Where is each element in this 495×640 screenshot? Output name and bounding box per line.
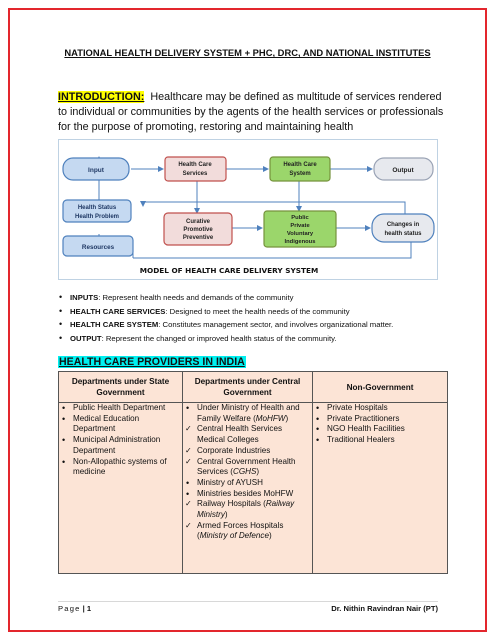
io-definitions-list: [58, 291, 458, 345]
introduction-paragraph: [58, 90, 448, 135]
svg-text:Services: Services: [182, 171, 208, 177]
svg-text:Output: Output: [392, 167, 414, 174]
state-government-cell: [59, 403, 183, 574]
diagram-connectors: [99, 157, 411, 258]
health-care-model-diagram: [58, 139, 438, 280]
node-input: [63, 158, 129, 180]
page-separator: |: [82, 604, 85, 613]
list-item: • OUTPUT: Represent the changed or improved health status of the community.: [58, 332, 458, 346]
svg-text:System: System: [289, 171, 311, 177]
svg-text:Voluntary: Voluntary: [286, 231, 314, 237]
svg-text:Health Care: Health Care: [283, 162, 317, 168]
list-item: • HEALTH CARE SYSTEM: Constitutes management sector, and involves organizational matter.: [58, 318, 458, 332]
introduction-text: Healthcare may be defined as multitude of services rendered to individual or communities by the agents of the health services or professionals for the purpose of promoting, restoring and maintaining health: [58, 91, 444, 133]
header-non-government: Non-Government: [313, 372, 448, 403]
node-public-private-voluntary: [264, 211, 336, 247]
central-government-cell: [183, 403, 313, 574]
page-footer: [58, 601, 438, 613]
svg-text:Public: Public: [291, 215, 309, 221]
list-item: ✓ Corporate Industries: [183, 446, 312, 457]
svg-text:Curative: Curative: [185, 219, 211, 225]
svg-text:Health Problem: Health Problem: [74, 214, 120, 220]
node-health-care-services: [165, 157, 226, 181]
non-government-cell: [313, 403, 448, 574]
svg-text:Indigenous: Indigenous: [284, 239, 316, 245]
introduction-label: INTRODUCTION:: [58, 91, 145, 103]
page-label: Page: [58, 604, 81, 613]
list-item: • Private Hospitals: [313, 403, 447, 414]
node-health-status: [63, 200, 131, 222]
svg-text:Promotive: Promotive: [183, 227, 213, 233]
list-item: ✓ Central Health Services Medical Colleges: [183, 424, 312, 445]
list-item: • Non-Allopathic systems of medicine: [59, 457, 182, 478]
node-curative-promotive-preventive: [164, 213, 232, 245]
list-item: • Private Practitioners: [313, 414, 447, 425]
svg-text:Changes in: Changes in: [386, 222, 420, 228]
svg-text:Private: Private: [290, 223, 310, 229]
providers-table: [58, 371, 448, 574]
page-title: NATIONAL HEALTH DELIVERY SYSTEM + PHC, DRC, AND NATIONAL INSTITUTES: [64, 47, 431, 58]
node-output: [374, 158, 433, 180]
list-item: • INPUTS: Represent health needs and demands of the community: [58, 291, 458, 305]
header-central-government: Departments under Central Government: [183, 372, 313, 403]
list-item: • Traditional Healers: [313, 435, 447, 446]
page-number: 1: [86, 604, 92, 613]
list-item: ✓ Central Government Health Services (CGHS): [183, 457, 312, 478]
list-item: ✓ Railway Hospitals (Railway Ministry): [183, 499, 312, 520]
list-item: • Medical Education Department: [59, 414, 182, 435]
node-health-care-system: [270, 157, 330, 181]
list-item: • NGO Health Facilities: [313, 424, 447, 435]
node-changes-in-health-status: [372, 214, 434, 242]
list-item: • Ministries besides MoHFW: [183, 489, 312, 500]
svg-text:health status: health status: [384, 231, 422, 237]
list-item: • Municipal Administration Department: [59, 435, 182, 456]
list-item: • Ministry of AYUSH: [183, 478, 312, 489]
node-resources: [63, 236, 133, 256]
svg-text:Health Status: Health Status: [77, 205, 117, 211]
list-item: ✓ Armed Forces Hospitals (Ministry of Defence): [183, 521, 312, 542]
svg-text:Resources: Resources: [81, 244, 115, 251]
list-item: • Public Health Department: [59, 403, 182, 414]
list-item: • Under Ministry of Health and Family Welfare (MoHFW): [183, 403, 312, 424]
list-item: • HEALTH CARE SERVICES: Designed to meet the health needs of the community: [58, 305, 458, 319]
svg-text:Input: Input: [88, 167, 104, 174]
diagram-caption: MODEL OF HEALTH CARE DELIVERY SYSTEM: [139, 266, 319, 275]
section-heading: HEALTH CARE PROVIDERS IN INDIA: [59, 356, 245, 368]
author-name: Dr. Nithin Ravindran Nair (PT): [331, 604, 438, 613]
svg-text:Preventive: Preventive: [182, 235, 214, 241]
header-state-government: Departments under State Government: [59, 372, 183, 403]
svg-text:Health Care: Health Care: [178, 162, 212, 168]
